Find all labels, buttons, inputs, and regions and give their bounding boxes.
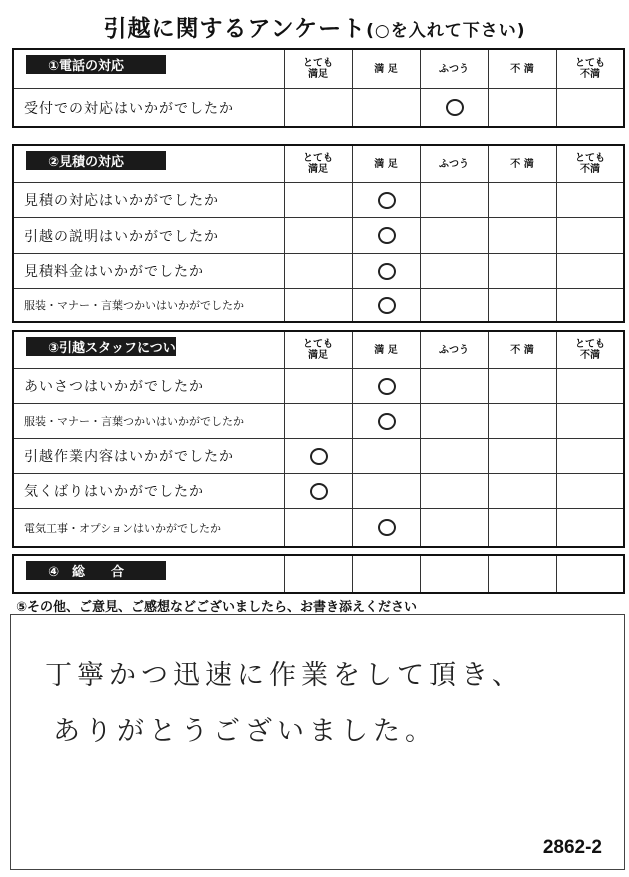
form-code: 2862-2 [542,837,602,858]
comment-box[interactable] [10,614,625,870]
selected-circle-mark [378,227,396,244]
section-header-row [14,146,623,182]
answer-cell[interactable] [489,369,556,403]
answer-cell[interactable] [421,404,488,438]
answer-cell[interactable] [489,404,556,438]
answer-cell[interactable] [285,439,352,473]
question-text: 見積料金はいかがでしたか [24,264,204,280]
column-divider [488,146,489,182]
scale-header-2 [420,146,488,182]
answer-cell[interactable] [421,439,488,473]
scale-header-2 [420,332,488,368]
question-row [14,217,623,253]
answer-cell[interactable] [489,474,556,508]
scale-header-text: とても [303,58,333,69]
selected-circle-mark [378,378,396,395]
column-divider [284,146,285,182]
section-header-row [14,332,623,368]
answer-cell[interactable] [489,439,556,473]
answer-cell[interactable] [557,218,624,253]
answer-cell[interactable] [557,254,624,288]
column-divider [352,146,353,182]
scale-header-subtext: 不満 [580,69,600,80]
scale-header-2 [420,50,488,88]
answer-cell[interactable] [489,289,556,321]
selected-circle-mark [378,297,396,314]
answer-cell[interactable] [489,183,556,217]
selected-circle-mark [378,263,396,280]
answer-cell[interactable] [285,404,352,438]
column-divider [420,556,421,592]
question-text: 受付での対応はいかがでしたか [24,100,234,117]
answer-cell[interactable] [285,289,352,321]
comment-line-1: 丁寧かつ迅速に作業をして頂き、 [45,660,524,691]
answer-cell[interactable] [353,183,420,217]
answer-cell[interactable] [353,439,420,473]
answer-cell[interactable] [353,289,420,321]
section-4 [12,554,625,594]
scale-header-text: ふつう [439,344,469,356]
scale-header-4 [556,332,624,368]
scale-header-subtext: 不満 [580,164,600,175]
scale-header-0 [284,146,352,182]
column-divider [284,50,285,88]
question-text: 服装・マナー・言葉つかいはいかがでしたか [24,299,244,312]
question-row [14,88,623,126]
answer-cell[interactable] [353,369,420,403]
selected-circle-mark [310,483,328,500]
answer-cell[interactable] [353,509,420,546]
answer-cell[interactable] [353,404,420,438]
column-divider [488,50,489,88]
survey-title [0,10,629,43]
question-row [14,438,623,473]
section-label: ①電話の対応 [26,55,166,74]
question-text: 引越作業内容はいかがでしたか [24,449,234,465]
scale-header-4 [556,50,624,88]
scale-header-text: とても [303,153,333,164]
scale-header-text: ふつう [439,63,469,75]
scale-header-text: 不 満 [510,344,534,356]
column-divider [488,332,489,368]
answer-cell[interactable] [421,89,488,126]
answer-cell[interactable] [421,254,488,288]
scale-header-text: 不 満 [510,63,534,75]
answer-cell[interactable] [285,183,352,217]
answer-cell[interactable] [285,474,352,508]
question-text: 服装・マナー・言葉つかいはいかがでしたか [24,415,244,428]
section-1 [12,48,625,128]
answer-cell[interactable] [285,218,352,253]
selected-circle-mark [446,99,464,116]
answer-cell[interactable] [557,183,624,217]
section-label: ③引越スタッフについて [26,337,176,356]
answer-cell[interactable] [353,474,420,508]
scale-header-1 [352,332,420,368]
answer-cell[interactable] [421,369,488,403]
answer-cell[interactable] [353,254,420,288]
answer-cell[interactable] [353,218,420,253]
selected-circle-mark [378,519,396,536]
scale-header-text: ふつう [439,158,469,170]
answer-cell[interactable] [421,183,488,217]
scale-header-text: とても [303,339,333,350]
comment-line-2: ありがとうございました。 [53,716,437,747]
answer-cell[interactable] [489,509,556,546]
scale-header-0 [284,50,352,88]
question-row [14,368,623,403]
selected-circle-mark [378,413,396,430]
scale-header-text: とても [575,153,605,164]
question-row [14,253,623,288]
column-divider [352,332,353,368]
answer-cell[interactable] [285,369,352,403]
column-divider [284,332,285,368]
column-divider [352,556,353,592]
scale-header-0 [284,332,352,368]
answer-cell[interactable] [557,474,624,508]
scale-header-1 [352,146,420,182]
survey-title-instruction: (○を入れて下さい) [366,21,526,41]
scale-header-3 [488,332,556,368]
column-divider [420,332,421,368]
scale-header-subtext: 満足 [308,164,328,175]
question-text: 気くばりはいかがでしたか [24,484,204,500]
scale-header-text: とても [575,339,605,350]
question-row [14,508,623,546]
column-divider [556,146,557,182]
scale-header-1 [352,50,420,88]
question-text: 引越の説明はいかがでしたか [24,228,219,245]
answer-cell[interactable] [489,89,556,126]
answer-cell[interactable] [421,289,488,321]
scale-header-3 [488,50,556,88]
answer-cell[interactable] [421,509,488,546]
scale-header-text: とても [575,58,605,69]
answer-cell[interactable] [557,509,624,546]
section-header-row [14,556,623,592]
column-divider [284,556,285,592]
section-header-row [14,50,623,88]
answer-cell[interactable] [489,218,556,253]
answer-cell[interactable] [557,289,624,321]
answer-cell[interactable] [489,254,556,288]
scale-header-subtext: 不満 [580,350,600,361]
scale-header-text: 満 足 [374,63,398,75]
section-label: ④ 総 合 [26,561,166,580]
answer-cell[interactable] [557,404,624,438]
answer-cell[interactable] [557,439,624,473]
scale-header-3 [488,146,556,182]
scale-header-text: 満 足 [374,344,398,356]
column-divider [488,556,489,592]
question-row [14,182,623,217]
selected-circle-mark [310,448,328,465]
question-text: 見積の対応はいかがでしたか [24,193,219,209]
column-divider [352,50,353,88]
question-row [14,473,623,508]
column-divider [556,50,557,88]
section-3 [12,330,625,548]
column-divider [556,332,557,368]
answer-cell[interactable] [353,89,420,126]
column-divider [420,146,421,182]
scale-header-4 [556,146,624,182]
scale-header-text: 不 満 [510,158,534,170]
answer-cell[interactable] [421,218,488,253]
survey-title-main: 引越に関するアンケート [103,16,367,42]
answer-cell[interactable] [421,474,488,508]
scale-header-text: 満 足 [374,158,398,170]
section-label: ②見積の対応 [26,151,166,170]
comment-title: ⑤その他、ご意見、ご感想などございましたら、お書き添えください [16,600,418,615]
question-text: あいさつはいかがでしたか [24,379,204,395]
section-2 [12,144,625,323]
answer-cell[interactable] [285,509,352,546]
column-divider [420,50,421,88]
question-row [14,403,623,438]
answer-cell[interactable] [557,369,624,403]
answer-cell[interactable] [285,89,352,126]
answer-cell[interactable] [557,89,624,126]
answer-cell[interactable] [285,254,352,288]
selected-circle-mark [378,192,396,209]
question-text: 電気工事・オプションはいかがでしたか [24,521,222,535]
scale-header-subtext: 満足 [308,69,328,80]
column-divider [556,556,557,592]
scale-header-subtext: 満足 [308,350,328,361]
question-row [14,288,623,321]
